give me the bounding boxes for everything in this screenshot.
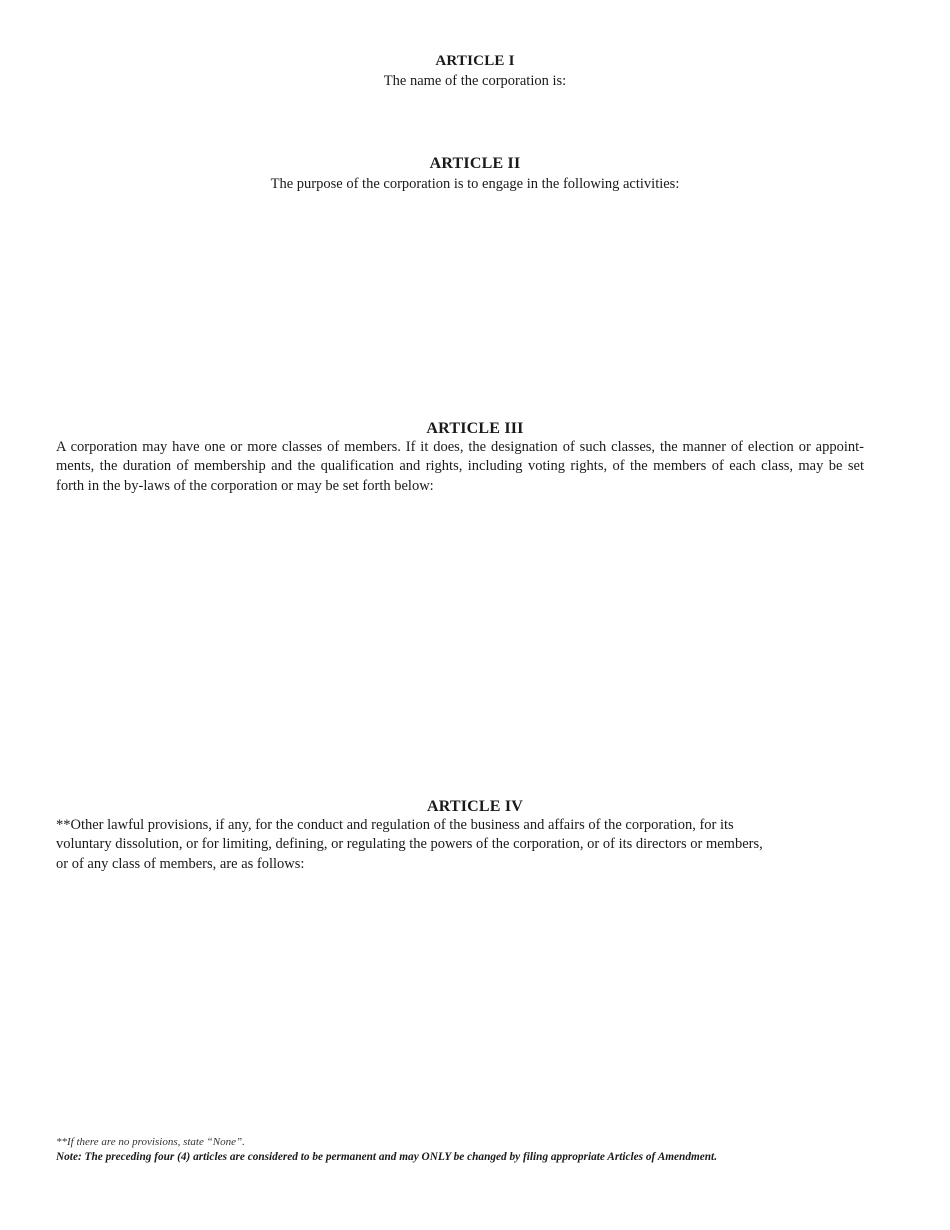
footnote: **If there are no provisions, state “None”.	[56, 1136, 245, 1148]
article-3-heading: ARTICLE III	[426, 420, 524, 437]
article-4-heading: ARTICLE IV	[426, 798, 524, 815]
article-2-text: The purpose of the corporation is to engage in the following activities:	[270, 176, 680, 192]
article-4-line-2: voluntary dissolution, or for limiting, defining, or regulating the powers of the corporation, or of its directors or members,	[56, 836, 763, 853]
amendment-note: Note: The preceding four (4) articles are considered to be permanent and may ONLY be changed by filing appropriate Articles of Amendment.	[56, 1151, 718, 1163]
article-3-line-1: A corporation may have one or more classes of members. If it does, the designation of such classes, the manner of election or appoint-	[56, 439, 864, 455]
article-4-line-1: **Other lawful provisions, if any, for the conduct and regulation of the business and affairs of the corporation, for its	[56, 817, 734, 833]
article-1-text: The name of the corporation is:	[383, 73, 567, 89]
article-4-line-3: or of any class of members, are as follows:	[56, 855, 305, 872]
article-3-line-3: forth in the by-laws of the corporation or may be set forth below:	[56, 477, 434, 494]
article-4-paragraph	[56, 816, 816, 874]
article-2-heading: ARTICLE II	[429, 155, 521, 172]
article-3-paragraph	[56, 438, 864, 496]
article-3-line-2: ments, the duration of membership and the qualification and rights, including voting rights, of the members of each class, may be set	[56, 458, 864, 475]
article-1-heading: ARTICLE I	[435, 53, 515, 69]
